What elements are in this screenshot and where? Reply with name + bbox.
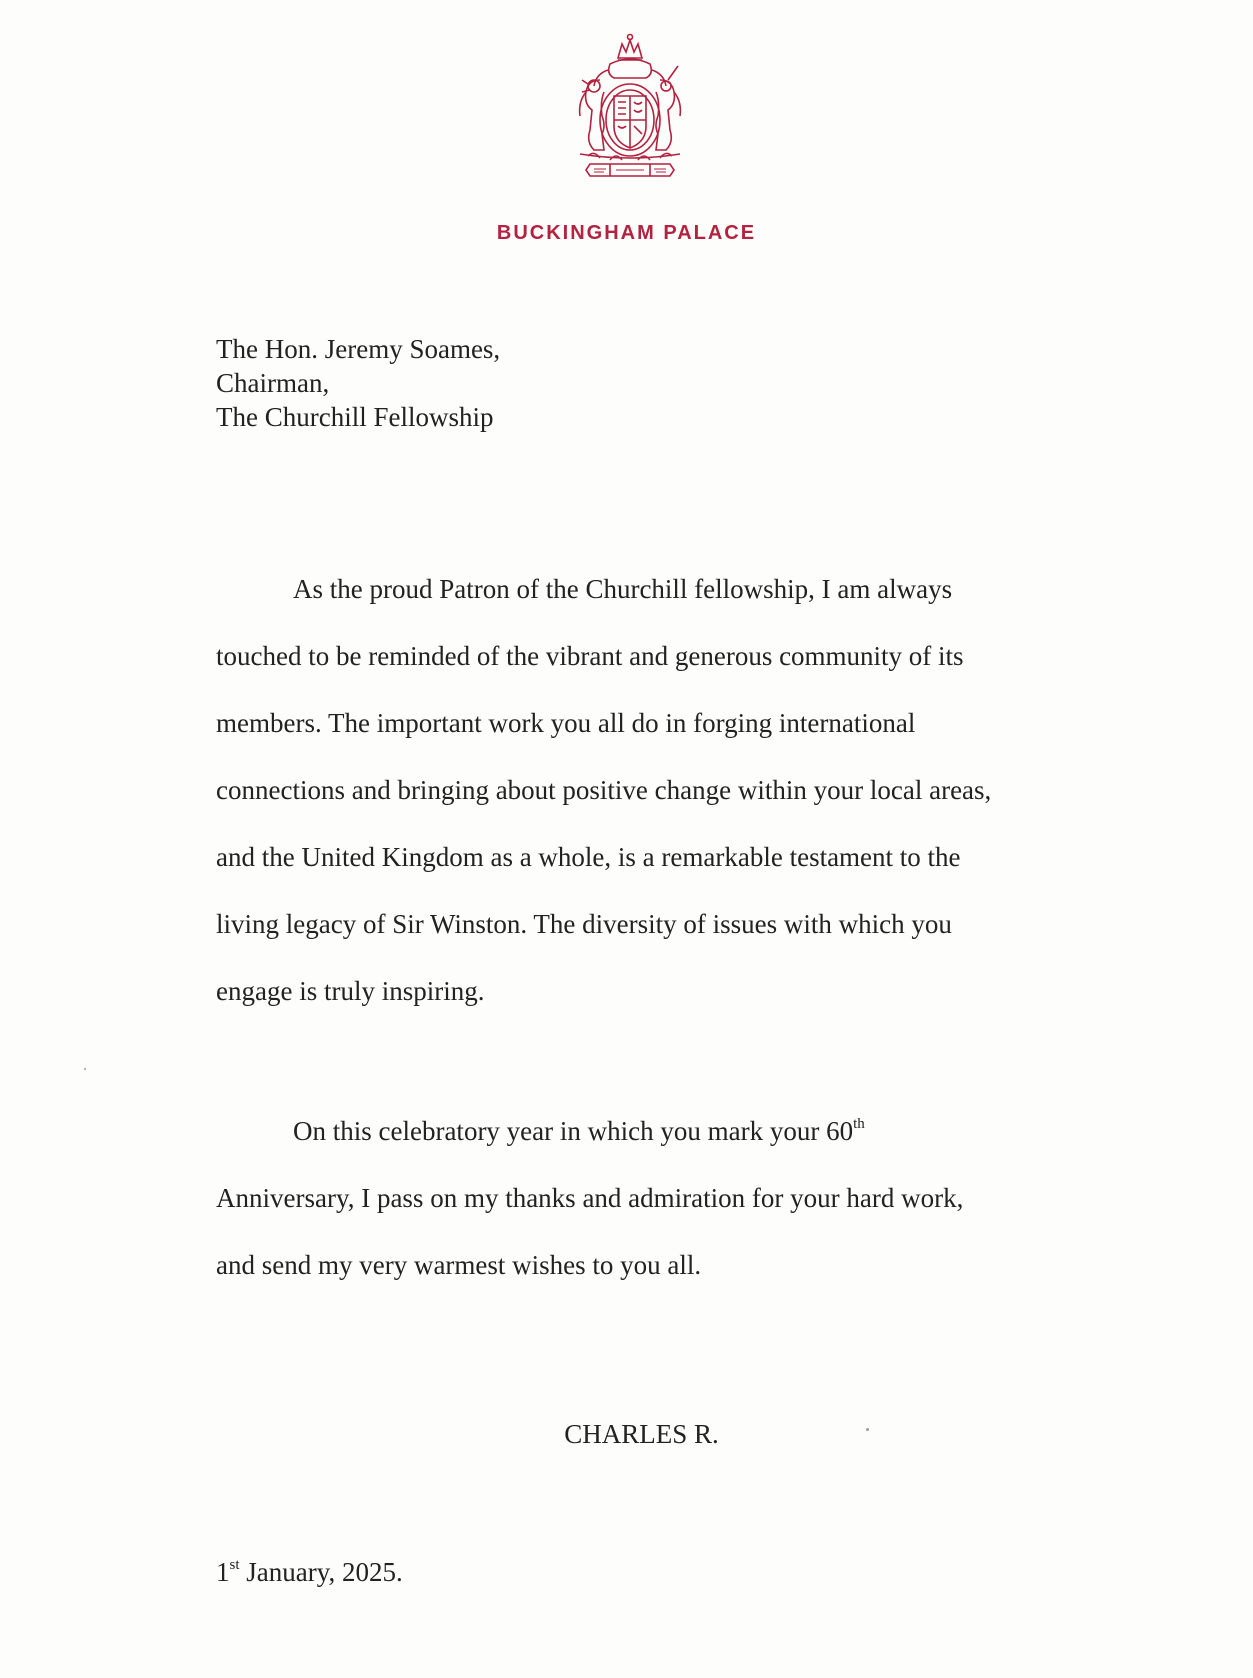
addressee-title: Chairman, <box>216 368 330 398</box>
paragraph-line: As the proud Patron of the Churchill fellowship, I am always <box>293 574 953 604</box>
paragraph-line: Anniversary, I pass on my thanks and admiration for your hard work, <box>216 1183 964 1213</box>
date-ordinal-suffix: st <box>229 1557 240 1573</box>
addressee-name: The Hon. Jeremy Soames, <box>216 334 501 364</box>
paragraph-line: members. The important work you all do in forging international <box>216 708 916 738</box>
paper-speck <box>84 1068 86 1070</box>
paragraph-line: living legacy of Sir Winston. The diversity of issues with which you <box>216 909 952 939</box>
signature: CHARLES R. <box>564 1419 719 1449</box>
paper-speck <box>866 1428 869 1431</box>
paragraph-line-text: On this celebratory year in which you mark your 60 <box>293 1116 854 1146</box>
paragraph-line: and send my very warmest wishes to you all. <box>216 1250 702 1280</box>
letter-date <box>216 1557 403 1588</box>
ordinal-suffix: th <box>853 1116 865 1132</box>
letterhead-title: BUCKINGHAM PALACE <box>496 222 757 244</box>
paragraph-line <box>293 1116 865 1147</box>
addressee-block <box>216 332 500 434</box>
date-rest: January, 2025. <box>239 1557 403 1587</box>
paragraph-line: connections and bringing about positive change within your local areas, <box>216 775 992 805</box>
paragraph-line: engage is truly inspiring. <box>216 976 485 1006</box>
addressee-organization: The Churchill Fellowship <box>216 402 494 432</box>
paragraph-line: and the United Kingdom as a whole, is a remarkable testament to the <box>216 842 961 872</box>
royal-coat-of-arms-icon <box>550 30 710 190</box>
date-day: 1 <box>216 1557 230 1587</box>
paragraph-line: touched to be reminded of the vibrant and generous community of its <box>216 641 964 671</box>
